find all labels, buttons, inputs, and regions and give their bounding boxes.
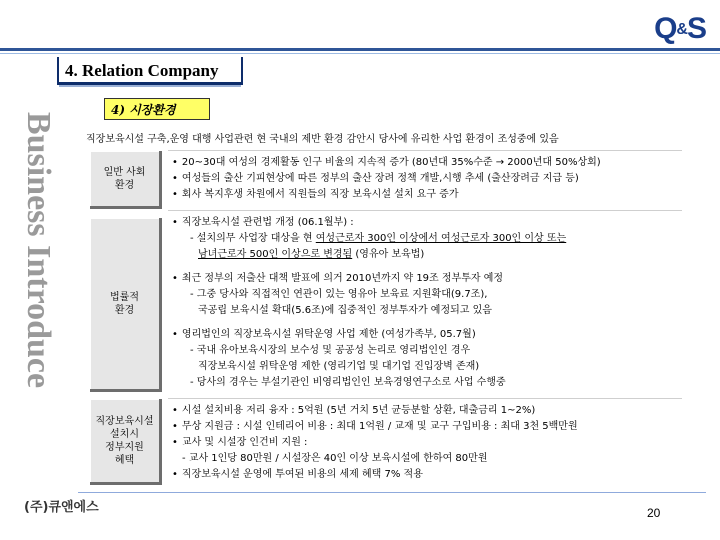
list-item: • 영리법인의 직장보육시설 위탁운영 사업 제한 (여성가족부, 05.7월) [172,327,678,343]
list-subitem: - 그중 당사와 직접적인 연관이 있는 영유아 보육료 지원확대(9.7조), [190,289,488,300]
row-content-social [168,150,682,207]
list-subitem: - 당사의 경우는 부설기관인 비영리법인인 보육경영연구소로 사업 수행중 [190,377,506,388]
row-content-legal [168,210,682,396]
row-label-support: 직장보육시설 설치시 정부지원 혜택 [90,399,162,485]
footer-rule [78,492,706,493]
row-label-social: 일반 사회 환경 [90,151,162,209]
company-logo: Q&S [654,12,706,45]
page-number: 20 [647,506,661,520]
list-subitem: - 교사 1인당 80만원 / 시설장은 40인 이상 보육시설에 한하여 80만원 [182,453,488,464]
list-item: • 20~30대 여성의 경제활동 인구 비율의 지속적 증가 (80년대 35%수준 → 2000년대 50%상회) [172,155,678,171]
list-subitem: - 설치의무 사업장 대상을 현 여성근로자 300인 이상에서 여성근로자 300인 이상 또는 [190,233,567,244]
footer-company-name: (주)큐앤에스 [24,500,99,515]
list-item: • 직장보육시설 관련법 개정 (06.1월부) : [172,215,678,231]
list-item: • 무상 지원금 : 시설 인테리어 비용 : 최대 1억원 / 교재 및 교구 구입비용 : 최대 3천 5백만원 [172,419,678,435]
list-subitem: 남녀근로자 500인 이상으로 변경됨 (영유아 보육법) [198,249,425,260]
row-label-legal: 법률적 환경 [90,218,162,392]
intro-text: 직장보육시설 구축,운영 대행 사업관련 현 국내의 제반 환경 감안시 당사에 유리한 사업 환경이 조성중에 있음 [86,134,559,145]
list-subitem: 국공립 보육시설 확대(5.6조)에 집중적인 정부투자가 예정되고 있음 [198,305,492,316]
list-item: • 교사 및 시설장 인건비 지원 : [172,435,678,451]
list-item: • 직장보육시설 운영에 투여된 비용의 세제 혜택 7% 적용 [172,467,678,483]
list-item: • 회사 복지후생 차원에서 직원들의 직장 보육시설 설치 요구 증가 [172,187,678,203]
list-item: • 여성들의 출산 기피현상에 따른 정부의 출산 장려 정책 개발,시행 추세 (출산장려금 지급 등) [172,171,678,187]
list-item: • 시설 설치비용 저리 융자 : 5억원 (5년 거치 5년 균등분할 상환, 대출금리 1~2%) [172,403,678,419]
vertical-banner-text: Business Introduce [20,111,57,389]
list-subitem: 직장보육시설 위탁운영 제한 (영리기업 및 대기업 진입장벽 존재) [198,361,480,372]
header-rule [0,48,720,51]
section-title: 4. Relation Company [57,57,243,85]
row-content-support [168,398,682,487]
list-subitem: - 국내 유아보육시장의 보수성 및 공공성 논리로 영리법인인 경우 [190,345,471,356]
list-item: • 최근 정부의 저출산 대책 발표에 의거 2010년까지 약 19조 정부투자 예정 [172,271,678,287]
header-rule-thin [0,53,720,54]
sub-title: 4) 시장환경 [104,98,210,120]
